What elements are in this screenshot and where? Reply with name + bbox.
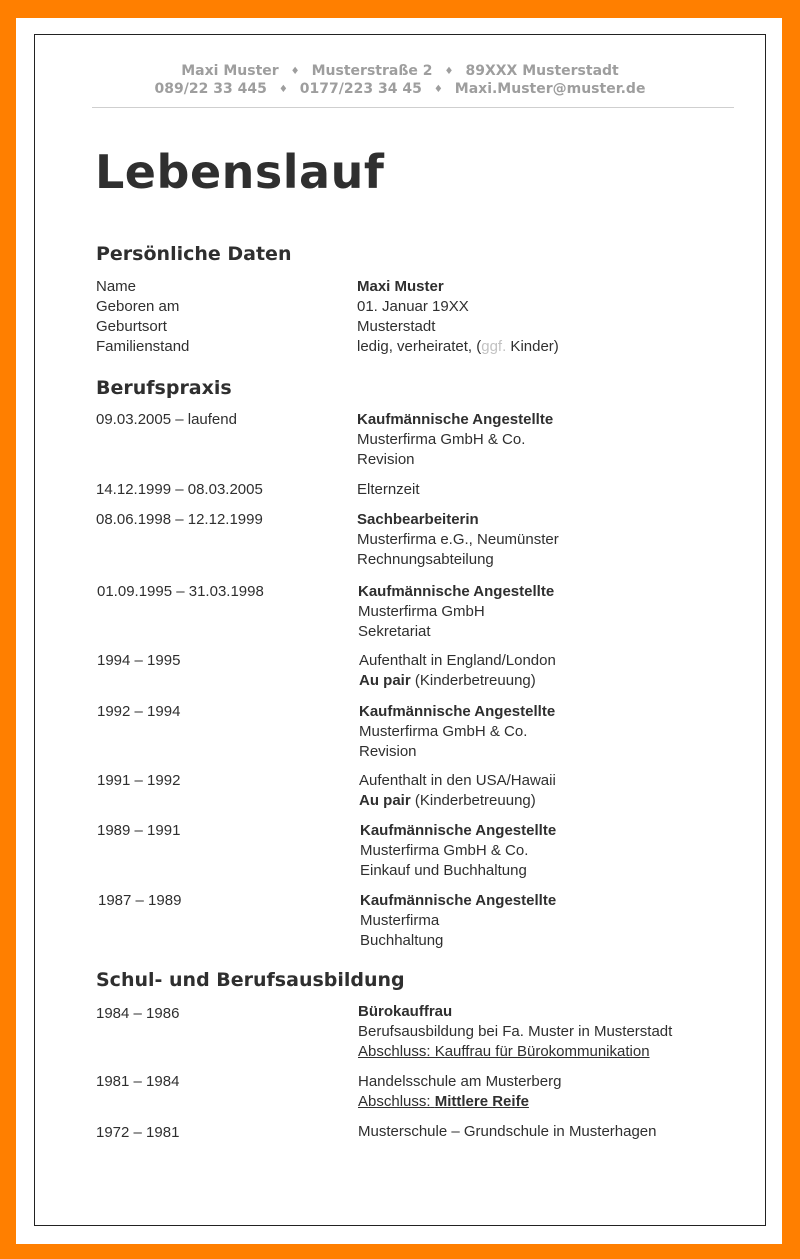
experience-department: Buchhaltung [360,932,444,949]
family-text-end: Kinder) [506,338,559,355]
personal-label-birthdate: Geboren am [96,298,180,315]
experience-role: Kaufmännische Angestellte [357,411,554,428]
experience-aupair [359,791,536,811]
education-detail: Berufsausbildung bei Fa. Muster in Musterstadt [358,1023,673,1040]
header-city: 89XXX Musterstadt [465,63,619,79]
education-title: Handelsschule am Musterberg [358,1073,562,1090]
personal-value-name: Maxi Muster [357,278,444,295]
experience-period: 1987 – 1989 [98,892,182,909]
personal-value-family [357,337,559,357]
experience-role: Aufenthalt in den USA/Hawaii [359,772,556,789]
diamond-icon: ♦ [278,84,288,95]
personal-label-birthplace: Geburtsort [96,318,167,335]
family-muted-text: ggf. [481,338,507,355]
experience-period: 1991 – 1992 [97,772,181,789]
aupair-label: Au pair [359,672,411,689]
page-title: Lebenslauf [95,145,385,199]
section-heading-education: Schul- und Berufsausbildung [96,969,405,991]
experience-period: 1992 – 1994 [97,703,181,720]
header-mobile: 0177/223 34 45 [299,81,422,97]
education-period: 1984 – 1986 [96,1005,180,1022]
experience-period: 09.03.2005 – laufend [96,411,237,428]
experience-company: Musterfirma [360,912,440,929]
header-street: Musterstraße 2 [311,63,433,79]
experience-company: Musterfirma GmbH [358,603,485,620]
degree-label: Abschluss: [358,1093,431,1110]
education-period: 1981 – 1984 [96,1073,180,1090]
experience-role: Aufenthalt in England/London [359,652,556,669]
personal-value-birthplace: Musterstadt [357,318,436,335]
experience-department: Revision [359,743,417,760]
header-phone: 089/22 33 445 [154,81,267,97]
cv-page [34,34,766,1226]
personal-label-family: Familienstand [96,338,190,355]
header-email: Maxi.Muster@muster.de [454,81,646,97]
experience-company: Musterfirma GmbH & Co. [359,723,528,740]
diamond-icon: ♦ [444,66,454,77]
experience-role: Kaufmännische Angestellte [358,583,555,600]
education-degree: Abschluss: Kauffrau für Bürokommunikation [358,1043,650,1060]
section-heading-experience: Berufspraxis [96,377,232,399]
experience-company: Musterfirma GmbH & Co. [357,431,526,448]
education-period: 1972 – 1981 [96,1124,180,1141]
experience-period: 1989 – 1991 [97,822,181,839]
experience-period: 14.12.1999 – 08.03.2005 [96,481,263,498]
header-line-2 [35,81,765,97]
aupair-detail: (Kinderbetreuung) [410,792,536,809]
diamond-icon: ♦ [290,66,300,77]
experience-company: Musterfirma e.G., Neumünster [357,531,559,548]
aupair-detail: (Kinderbetreuung) [410,672,536,689]
header-name: Maxi Muster [181,63,279,79]
diamond-icon: ♦ [433,84,443,95]
experience-aupair [359,671,536,691]
header-line-1 [35,63,765,79]
education-title: Musterschule – Grundschule in Musterhagen [358,1123,657,1140]
section-heading-personal: Persönliche Daten [96,243,292,265]
experience-department: Einkauf und Buchhaltung [360,862,527,879]
personal-label-name: Name [96,278,137,295]
experience-company: Musterfirma GmbH & Co. [360,842,529,859]
experience-department: Revision [357,451,415,468]
experience-role: Kaufmännische Angestellte [360,822,557,839]
experience-role: Kaufmännische Angestellte [360,892,557,909]
personal-value-birthdate: 01. Januar 19XX [357,298,469,315]
degree-value: Mittlere Reife [434,1093,529,1110]
education-degree [358,1092,529,1112]
experience-role: Sachbearbeiterin [357,511,479,528]
experience-period: 08.06.1998 – 12.12.1999 [96,511,263,528]
header-divider [92,107,734,108]
education-title: Bürokauffrau [358,1003,453,1020]
family-text: ledig, verheiratet, ( [357,338,482,355]
experience-period: 1994 – 1995 [97,652,181,669]
experience-department: Rechnungsabteilung [357,551,494,568]
experience-role: Kaufmännische Angestellte [359,703,556,720]
experience-department: Sekretariat [358,623,431,640]
experience-role: Elternzeit [357,481,420,498]
experience-period: 01.09.1995 – 31.03.1998 [97,583,264,600]
aupair-label: Au pair [359,792,411,809]
